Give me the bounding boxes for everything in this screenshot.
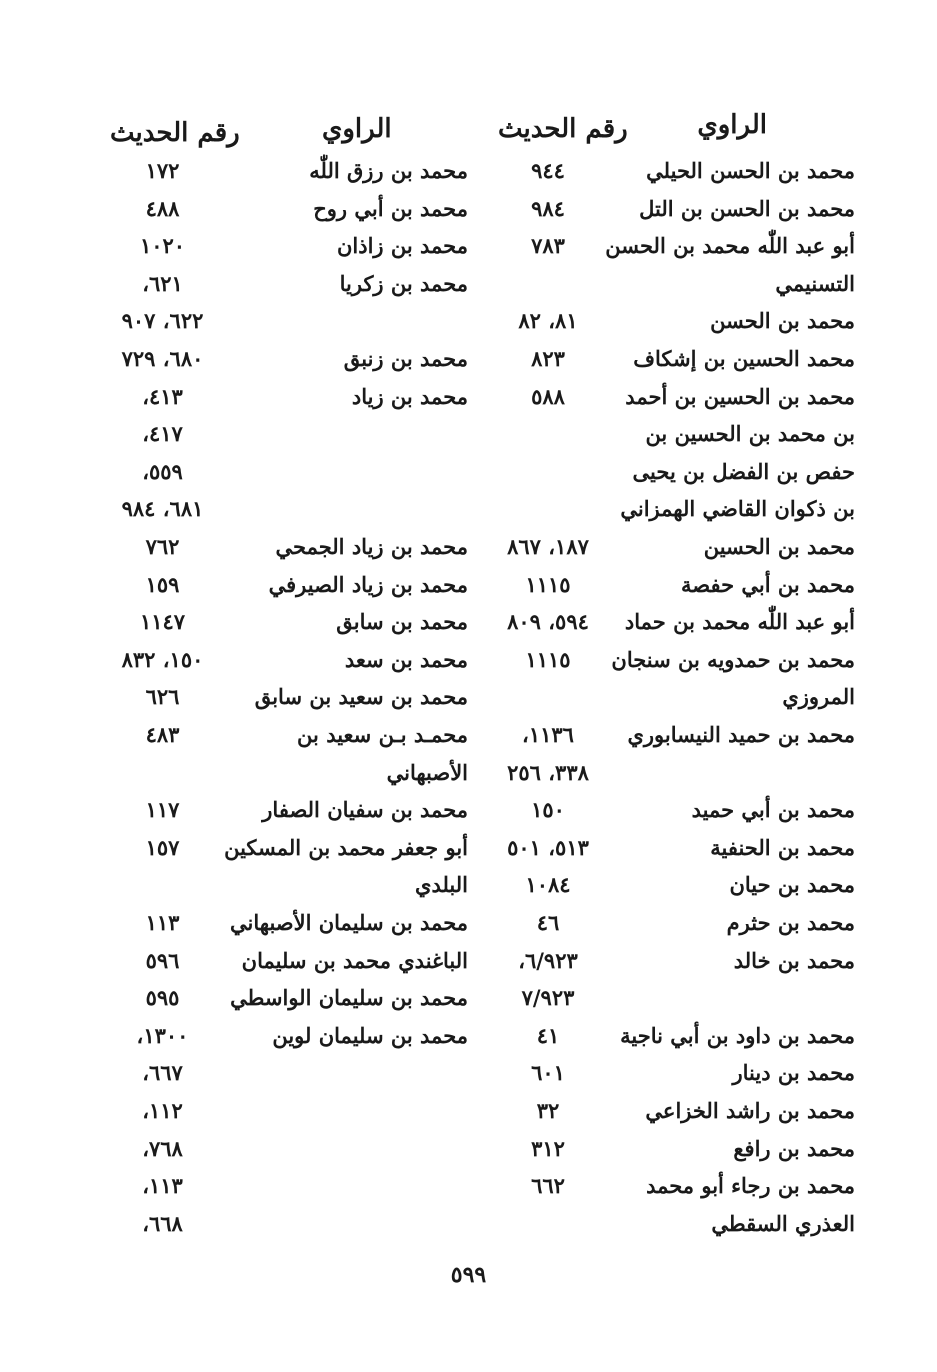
left-hadith-number: ١١٣ bbox=[145, 910, 180, 935]
left-narrator-name: محمد بن زاذان bbox=[336, 233, 468, 258]
left-narrator-name: الأصبهاني bbox=[386, 760, 468, 785]
left-hadith-number: ٦٨٠، ٧٢٩ bbox=[121, 346, 204, 371]
left-narrator-name: محمد بن سليمان الأصبهاني bbox=[230, 910, 468, 935]
right-hadith-number: ٦٦٢ bbox=[531, 1173, 565, 1198]
right-hadith-number: ٥١٣، ٥٠١ bbox=[507, 835, 589, 860]
left-hadith-number: ٦٦٨، bbox=[142, 1211, 183, 1236]
right-hadith-number: ١٨٧، ٨٦٧ bbox=[507, 534, 589, 559]
right-narrator-name: محمد بن الحسين بن أحمد bbox=[625, 384, 855, 409]
header-right-narrator: الراوي bbox=[697, 110, 767, 140]
right-hadith-number: ١٠٨٤ bbox=[525, 872, 571, 897]
left-narrator-name: محمد بن سابق bbox=[336, 609, 468, 634]
right-hadith-number: ٧٨٣ bbox=[531, 233, 565, 258]
left-hadith-number: ٦٦٧، bbox=[142, 1060, 183, 1085]
right-hadith-number: ١١١٥ bbox=[525, 572, 571, 597]
left-narrator-name: أبو جعفر محمد بن المسكين bbox=[224, 835, 468, 860]
right-narrator-name: محمد بن رجاء أبو محمد bbox=[646, 1173, 855, 1198]
left-hadith-number: ٥٩٥ bbox=[145, 985, 180, 1010]
left-narrator-name: محمد بن سليمان لوين bbox=[272, 1023, 468, 1048]
left-hadith-number: ١٣٠٠، bbox=[136, 1023, 189, 1048]
right-narrator-name: حفص بن الفضل بن يحيى bbox=[632, 459, 855, 484]
left-hadith-number: ٦٢١، bbox=[142, 271, 183, 296]
right-narrator-name: محمد بن رافع bbox=[733, 1136, 855, 1161]
right-hadith-number: ٤١ bbox=[536, 1023, 560, 1048]
right-narrator-name: محمد بن الحسن بن التل bbox=[639, 196, 855, 221]
right-hadith-number: ٨٢٣ bbox=[531, 346, 565, 371]
right-narrator-name: بن ذكوان القاضي الهمزاني bbox=[620, 496, 855, 521]
right-narrator-name: العذري السقطي bbox=[711, 1211, 855, 1236]
right-narrator-name: محمد بن حمدويه بن سنجان bbox=[611, 647, 855, 672]
left-hadith-number: ١١٣، bbox=[142, 1173, 183, 1198]
left-hadith-number: ٧٦٨، bbox=[142, 1136, 183, 1161]
left-narrator-name: محمـد بـن سعيد بن bbox=[297, 722, 468, 747]
left-hadith-number: ٦٢٢، ٩٠٧ bbox=[121, 308, 204, 333]
left-hadith-number: ١٧٢ bbox=[145, 158, 180, 183]
right-narrator-name: محمد بن خالد bbox=[733, 948, 855, 973]
page-number: ٥٩٩ bbox=[450, 1262, 487, 1288]
left-narrator-name: محمد بن سفيان الصفار bbox=[262, 797, 468, 822]
right-narrator-name: محمد بن الحنفية bbox=[710, 835, 855, 860]
right-hadith-number: ١١١٥ bbox=[525, 647, 571, 672]
right-hadith-number: ٣٣٨، ٢٥٦ bbox=[507, 760, 589, 785]
left-hadith-number: ٤٨٣ bbox=[145, 722, 180, 747]
right-hadith-number: ٦/٩٢٣، bbox=[518, 948, 578, 973]
right-narrator-name: محمد بن حيان bbox=[729, 872, 855, 897]
right-narrator-name: أبو عبد اللّٰه محمد بن حماد bbox=[624, 609, 855, 634]
right-narrator-name: محمد بن الحسن bbox=[710, 308, 855, 333]
right-narrator-name: محمد بن الحسن الحيلي bbox=[646, 158, 855, 183]
left-narrator-name: محمد بن زكريا bbox=[339, 271, 468, 296]
right-narrator-name: أبو عبد اللّٰه محمد بن الحسن bbox=[605, 233, 855, 258]
left-narrator-name: محمد بن سليمان الواسطي bbox=[230, 985, 468, 1010]
right-narrator-name: محمد بن أبي حفصة bbox=[681, 572, 855, 597]
header-right-number: رقم الحديث bbox=[498, 114, 628, 144]
right-hadith-number: ٧/٩٢٣ bbox=[521, 985, 575, 1010]
right-hadith-number: ٨١، ٨٢ bbox=[518, 308, 578, 333]
right-narrator-name: بن محمد بن الحسين بن bbox=[645, 421, 855, 446]
right-narrator-name: محمد بن داود بن أبي ناجية bbox=[620, 1023, 855, 1048]
right-narrator-name: محمد بن أبي حميد bbox=[691, 797, 855, 822]
header-left-narrator: الراوي bbox=[322, 114, 392, 144]
left-hadith-number: ١٠٢٠ bbox=[139, 233, 186, 258]
right-hadith-number: ١٥٠ bbox=[531, 797, 565, 822]
left-narrator-name: محمد بن سعد bbox=[344, 647, 468, 672]
right-hadith-number: ٤٦ bbox=[536, 910, 560, 935]
left-hadith-number: ٤١٧، bbox=[142, 421, 183, 446]
right-narrator-name: المروزي bbox=[782, 684, 855, 709]
right-narrator-name: محمد بن حثرم bbox=[726, 910, 855, 935]
left-hadith-number: ٦٨١، ٩٨٤ bbox=[121, 496, 204, 521]
left-hadith-number: ١١٢، bbox=[142, 1098, 183, 1123]
left-hadith-number: ١٥٩ bbox=[145, 572, 180, 597]
right-narrator-name: محمد بن دينار bbox=[732, 1060, 855, 1085]
header-left-number: رقم الحديث bbox=[110, 118, 240, 148]
left-hadith-number: ٥٩٦ bbox=[145, 948, 180, 973]
right-hadith-number: ٣١٢ bbox=[531, 1136, 565, 1161]
right-narrator-name: محمد الحسين بن إشكاف bbox=[633, 346, 855, 371]
left-hadith-number: ٥٥٩، bbox=[142, 459, 183, 484]
left-narrator-name: محمد بن رزق اللّٰه bbox=[309, 158, 468, 183]
left-hadith-number: ١٥٧ bbox=[145, 835, 180, 860]
right-hadith-number: ٦٠١ bbox=[531, 1060, 565, 1085]
left-narrator-name: محمد بن زياد bbox=[351, 384, 468, 409]
right-narrator-name: محمد بن حميد النيسابوري bbox=[627, 722, 855, 747]
left-narrator-name: الباغندي محمد بن سليمان bbox=[241, 948, 468, 973]
right-narrator-name: التسنيمي bbox=[775, 271, 855, 296]
right-hadith-number: ٣٢ bbox=[536, 1098, 560, 1123]
right-hadith-number: ٩٨٤ bbox=[531, 196, 565, 221]
right-hadith-number: ٩٤٤ bbox=[531, 158, 565, 183]
left-hadith-number: ١١٤٧ bbox=[139, 609, 186, 634]
right-narrator-name: محمد بن راشد الخزاعي bbox=[645, 1098, 855, 1123]
left-narrator-name: محمد بن أبي روح bbox=[313, 196, 468, 221]
left-hadith-number: ١١٧ bbox=[145, 797, 180, 822]
left-narrator-name: محمد بن زياد الصيرفي bbox=[268, 572, 468, 597]
right-narrator-name: محمد بن الحسين bbox=[703, 534, 855, 559]
left-hadith-number: ٧٦٢ bbox=[145, 534, 180, 559]
left-narrator-name: محمد بن زنبق bbox=[343, 346, 468, 371]
left-narrator-name: محمد بن زياد الجمحي bbox=[275, 534, 468, 559]
left-hadith-number: ١٥٠، ٨٣٢ bbox=[121, 647, 204, 672]
right-hadith-number: ٥٨٨ bbox=[531, 384, 565, 409]
left-hadith-number: ٤٨٨ bbox=[145, 196, 180, 221]
right-hadith-number: ١١٣٦، bbox=[522, 722, 574, 747]
left-hadith-number: ٤١٣، bbox=[142, 384, 183, 409]
right-hadith-number: ٥٩٤، ٨٠٩ bbox=[507, 609, 589, 634]
left-narrator-name: البلدي bbox=[415, 872, 468, 897]
left-hadith-number: ٦٢٦ bbox=[145, 684, 180, 709]
left-narrator-name: محمد بن سعيد بن سابق bbox=[254, 684, 468, 709]
